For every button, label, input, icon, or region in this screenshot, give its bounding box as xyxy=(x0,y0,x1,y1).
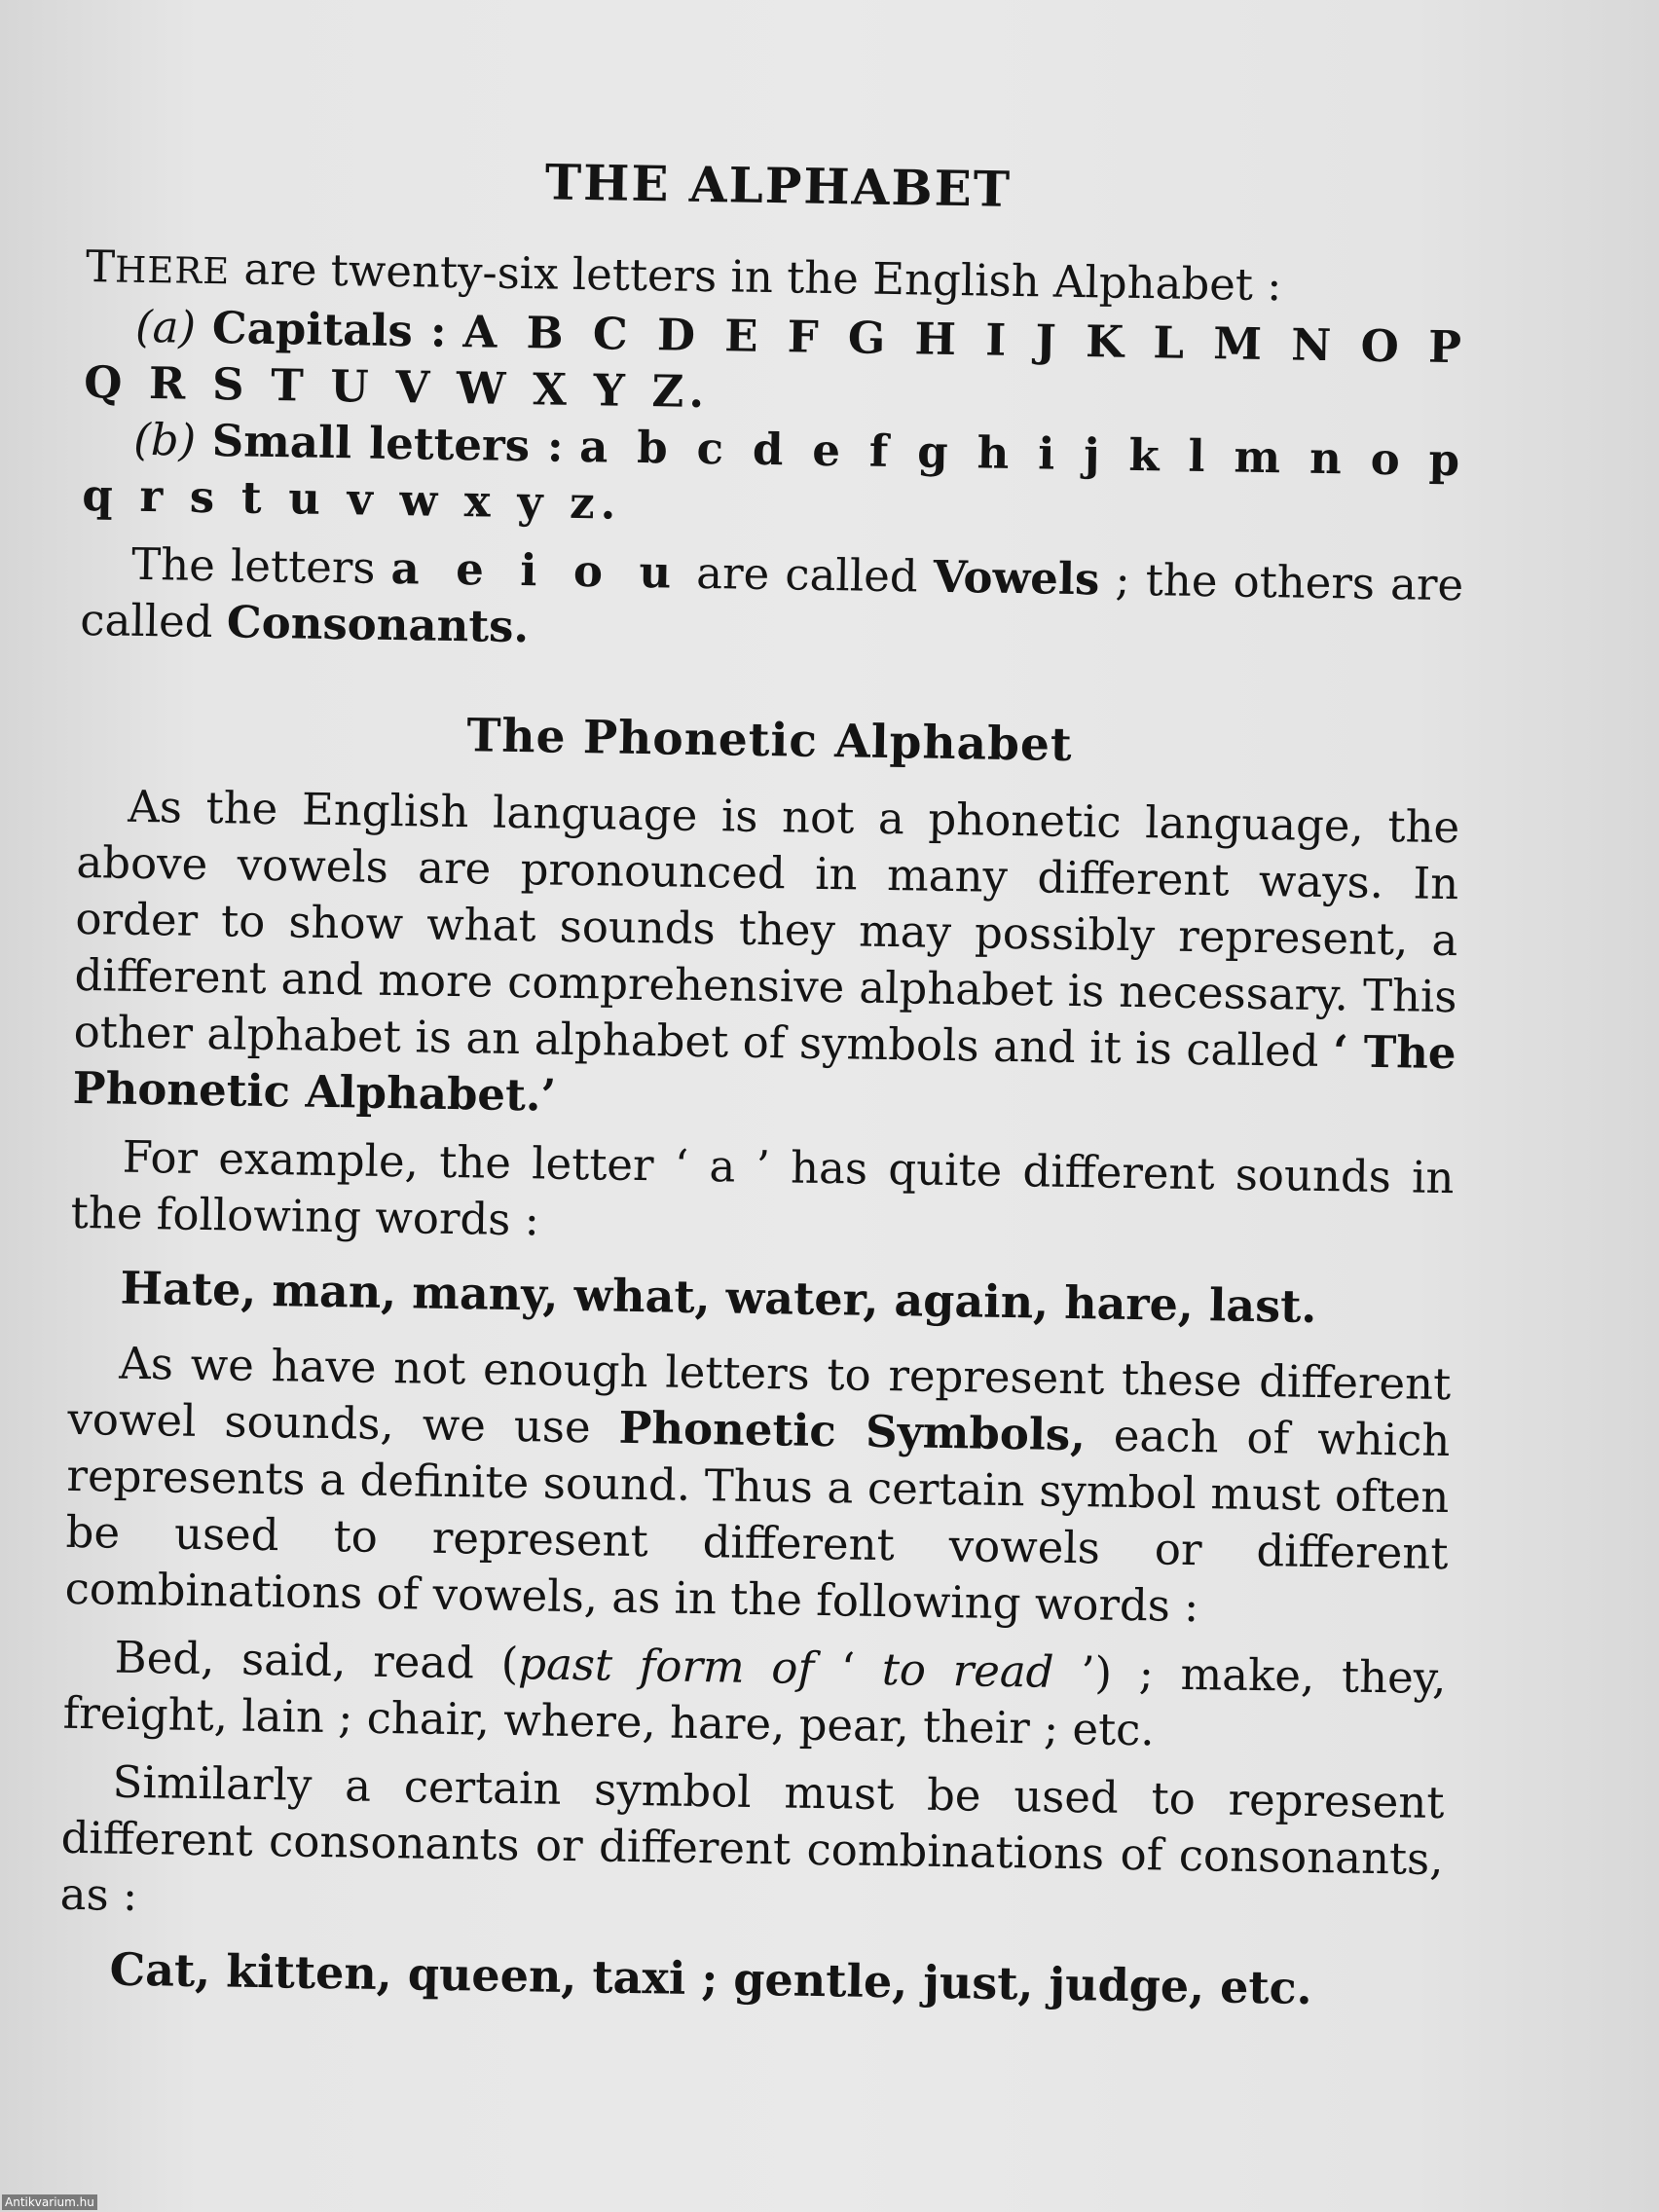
small-letters: a b c d e f g h i j k l m n o p q r s t u v w x y z. xyxy=(81,420,1466,530)
para1-text: As the English language is not a phonetic language, the above vowels are pronounced in many different ways. In order to show what sounds they may possibly represent, a different and more comprehensive alphabet is necessary. This other alphabet is an alphabet of symbols and it is called xyxy=(73,780,1460,1078)
intro-first-initial: T xyxy=(85,240,116,293)
example-words-a: Hate, man, many, what, water, again, hare, last. xyxy=(120,1261,1317,1333)
phonetic-paragraph-1 xyxy=(72,778,1459,1138)
page-title: THE ALPHABET xyxy=(544,153,1013,218)
para3-pre: As we have not enough letters to represent these different vowel sounds, we use xyxy=(67,1337,1452,1454)
phonetic-paragraph-2: For example, the letter ‘ a ’ has quite different sounds in the following words : xyxy=(70,1130,1455,1246)
para1-bold: ‘ The Phonetic Alphabet.’ xyxy=(72,1025,1456,1122)
small-letters-line xyxy=(82,411,1466,545)
capitals-line xyxy=(84,298,1468,432)
example-words-consonants: Cat, kitten, queen, taxi ; gentle, just, judge, etc. xyxy=(109,1942,1313,2014)
vowels-mid: are called xyxy=(680,546,935,603)
phonetic-paragraph-4 xyxy=(62,1629,1447,1763)
phonetic-paragraph-5: Similarly a certain symbol must be used to represent different consonants or different combinations of consonants, as : xyxy=(59,1755,1445,1922)
vowel-letters: a e i o u xyxy=(390,541,682,599)
site-watermark: Antikvarium.hu xyxy=(2,2194,97,2210)
small-marker: (b) xyxy=(132,413,197,466)
para4-pre: Bed, said, read ( xyxy=(114,1631,519,1690)
vowels-paragraph xyxy=(80,535,1464,670)
capitals-marker: (a) xyxy=(134,300,197,353)
capitals-letters: A B C D E F G H I J K L M N O P Q R S T U V W X Y Z. xyxy=(83,306,1468,419)
capitals-label: Capitals : xyxy=(211,302,448,357)
vowels-word: Vowels xyxy=(933,550,1100,606)
small-label: Small letters : xyxy=(211,415,565,472)
phonetic-paragraph-3 xyxy=(64,1335,1451,1639)
para4-quote: ‘ xyxy=(813,1641,883,1696)
para4-italic1: past form of xyxy=(517,1638,815,1694)
para3-bold: Phonetic Symbols, xyxy=(618,1401,1087,1461)
intro-text: are twenty-six letters in the English Alphabet : xyxy=(229,242,1282,312)
para3-post: each of which represents a definite sound. Thus a certain symbol must often be used to represent different vowels or different combinations of vowels, as in the following words : xyxy=(64,1409,1451,1633)
vowels-pre: The letters xyxy=(130,537,391,594)
para4-post: ’) ; make, they, freight, lain ; chair, where, hare, pear, their ; etc. xyxy=(62,1645,1447,1756)
section-subtitle: The Phonetic Alphabet xyxy=(466,709,1073,772)
intro-first-rest: HERE xyxy=(114,248,231,293)
para4-italic2: to read xyxy=(881,1643,1054,1698)
vowels-mid2: ; the others are called xyxy=(79,553,1464,648)
book-page xyxy=(58,146,1470,2038)
consonants-word: Consonants. xyxy=(226,596,530,653)
